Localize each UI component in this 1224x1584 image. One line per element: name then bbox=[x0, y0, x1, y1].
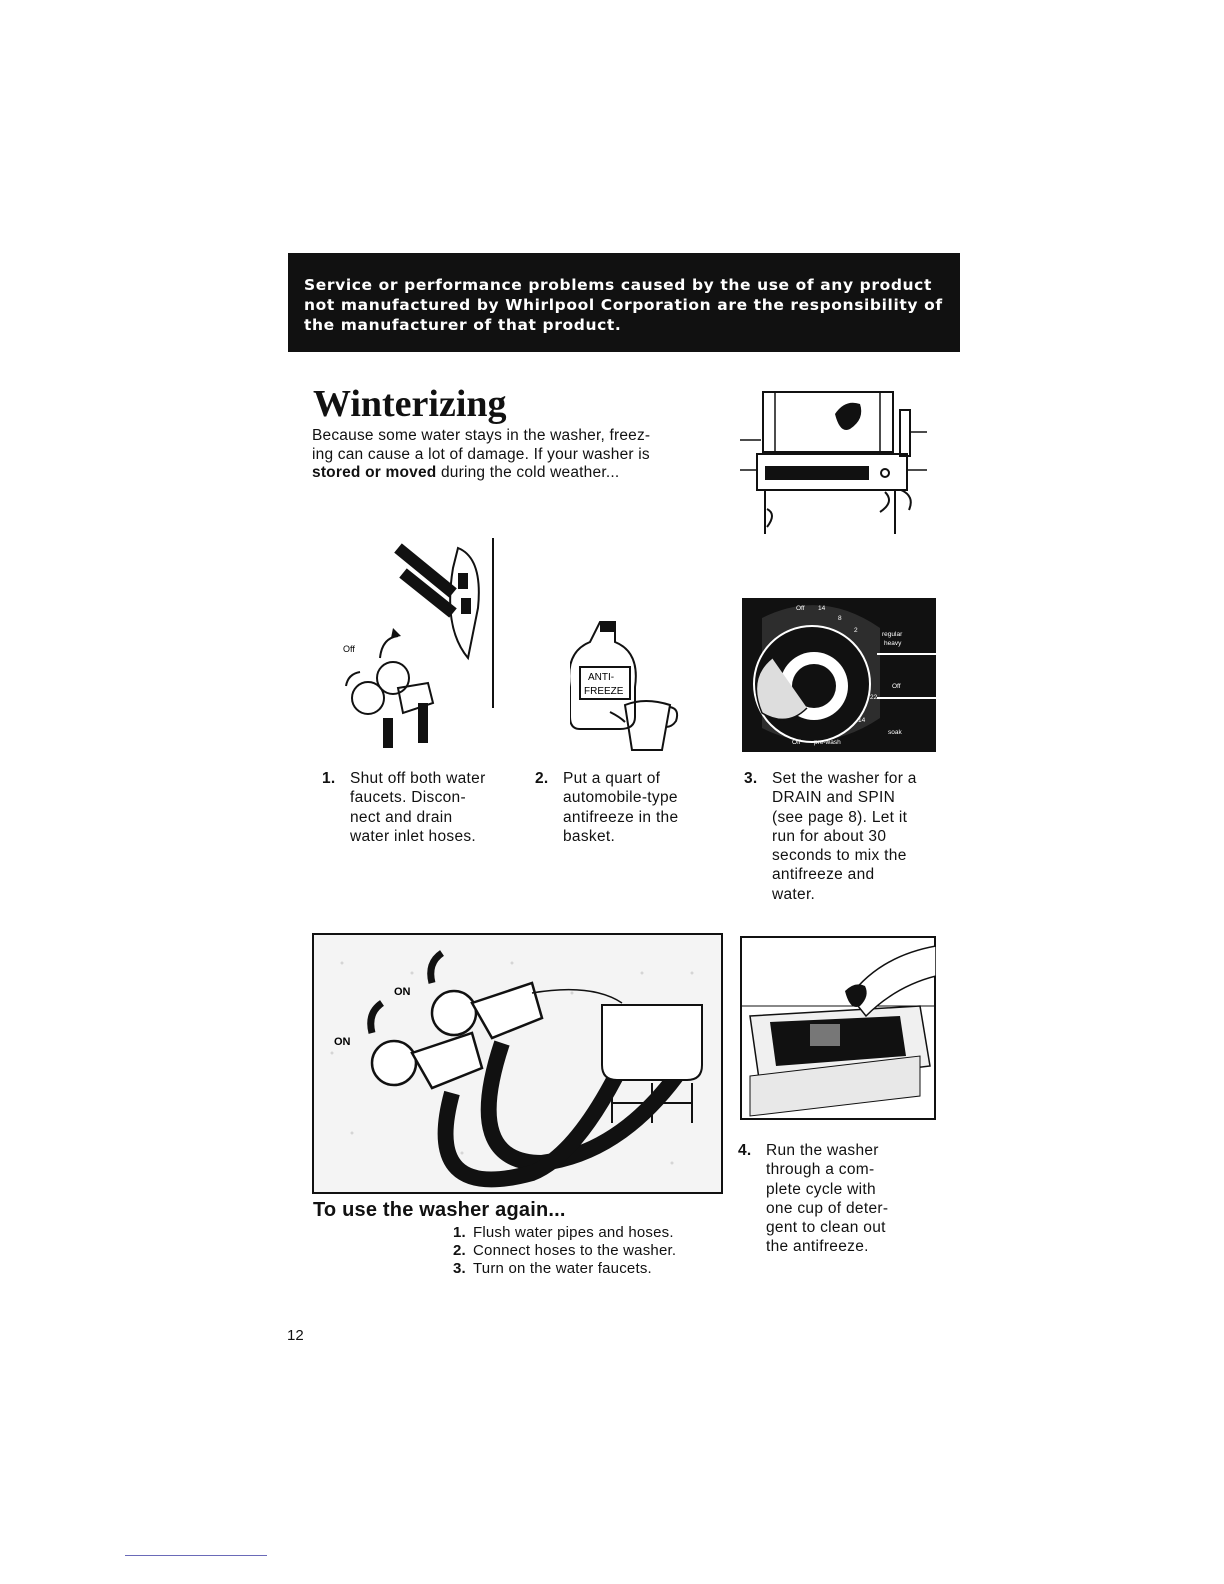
hose-on-label: ON bbox=[394, 986, 411, 998]
step-2 bbox=[535, 769, 735, 846]
step-3 bbox=[744, 769, 954, 904]
step-line: one cup of deter- bbox=[766, 1199, 889, 1217]
step-line: Run the washer bbox=[766, 1142, 879, 1159]
page-number: 12 bbox=[287, 1327, 304, 1344]
use-again-heading: To use the washer again... bbox=[313, 1199, 566, 1221]
step-line: Set the washer for a bbox=[772, 770, 917, 787]
dial-illustration bbox=[742, 598, 936, 752]
notice-line: not manufactured by Whirlpool Corporation are the responsibility of bbox=[304, 296, 943, 314]
antifreeze-label-1: ANTI- bbox=[588, 672, 615, 683]
step-line: gent to clean out bbox=[766, 1219, 886, 1237]
washer-illustration bbox=[735, 384, 935, 544]
item-text: Turn on the water faucets. bbox=[473, 1260, 652, 1277]
step-line: seconds to mix the bbox=[772, 847, 907, 865]
step-line: (see page 8). Let it bbox=[772, 808, 908, 826]
list-item bbox=[453, 1224, 753, 1242]
item-number: 1. bbox=[453, 1224, 466, 1241]
item-number: 2. bbox=[453, 1242, 466, 1259]
hoses-on-illustration bbox=[312, 933, 723, 1194]
step-line: antifreeze in the bbox=[563, 808, 679, 826]
intro-paragraph bbox=[312, 427, 742, 483]
hose-on-label: ON bbox=[334, 1036, 351, 1048]
washer-cycle-illustration bbox=[740, 936, 936, 1120]
dial-label: Off bbox=[792, 739, 801, 746]
list-item bbox=[453, 1242, 753, 1260]
step-line: through a com- bbox=[766, 1161, 875, 1179]
intro-line bbox=[312, 464, 742, 483]
step-line: water inlet hoses. bbox=[350, 827, 477, 845]
item-text: Connect hoses to the washer. bbox=[473, 1242, 677, 1259]
antifreeze-illustration bbox=[570, 617, 685, 752]
step-line: faucets. Discon- bbox=[350, 789, 466, 807]
faucet-off-label: Off bbox=[343, 644, 355, 654]
section-title: Winterizing bbox=[313, 383, 507, 425]
step-4 bbox=[738, 1141, 948, 1257]
intro-line: Because some water stays in the washer, freez- bbox=[312, 427, 651, 444]
notice-line: Service or performance problems caused by the use of any product bbox=[304, 276, 932, 294]
step-line: Put a quart of bbox=[563, 770, 661, 787]
footer-rule bbox=[125, 1555, 267, 1556]
dial-label: heavy bbox=[884, 640, 902, 647]
step-line: plete cycle with bbox=[766, 1180, 876, 1198]
dial-label: 8 bbox=[838, 615, 842, 622]
step-line: run for about 30 bbox=[772, 827, 887, 845]
dial-label: regular bbox=[882, 631, 903, 638]
dial-label: pre-wash bbox=[814, 739, 841, 746]
step-line: Shut off both water bbox=[350, 770, 486, 787]
dial-label: 22 bbox=[870, 694, 878, 701]
dial-label: 14 bbox=[818, 605, 826, 612]
step-number: 3. bbox=[744, 770, 758, 787]
step-1 bbox=[322, 769, 522, 846]
notice-line: the manufacturer of that product. bbox=[304, 316, 622, 334]
step-line: DRAIN and SPIN bbox=[772, 789, 896, 807]
step-line: basket. bbox=[563, 827, 616, 845]
list-item bbox=[453, 1260, 753, 1278]
step-number: 1. bbox=[322, 770, 336, 787]
dial-label: Off bbox=[892, 683, 901, 690]
intro-rest: during the cold weather... bbox=[436, 464, 620, 481]
step-line: nect and drain bbox=[350, 808, 453, 826]
step-number: 2. bbox=[535, 770, 549, 787]
dial-label: soak bbox=[888, 729, 902, 736]
item-number: 3. bbox=[453, 1260, 466, 1277]
step-line: antifreeze and bbox=[772, 866, 875, 884]
step-line: the antifreeze. bbox=[766, 1238, 869, 1256]
intro-line: ing can cause a lot of damage. If your washer is bbox=[312, 445, 650, 463]
use-again-list bbox=[453, 1224, 753, 1278]
intro-bold: stored or moved bbox=[312, 464, 437, 481]
dial-label: Off bbox=[796, 605, 805, 612]
step-number: 4. bbox=[738, 1142, 752, 1159]
step-line: automobile-type bbox=[563, 789, 678, 807]
dial-label: 14 bbox=[858, 717, 866, 724]
step-line: water. bbox=[772, 885, 816, 903]
antifreeze-label-2: FREEZE bbox=[584, 686, 624, 697]
item-text: Flush water pipes and hoses. bbox=[473, 1224, 674, 1241]
dial-label: 2 bbox=[854, 627, 858, 634]
notice-banner bbox=[288, 253, 960, 352]
faucets-off-illustration bbox=[338, 528, 508, 750]
